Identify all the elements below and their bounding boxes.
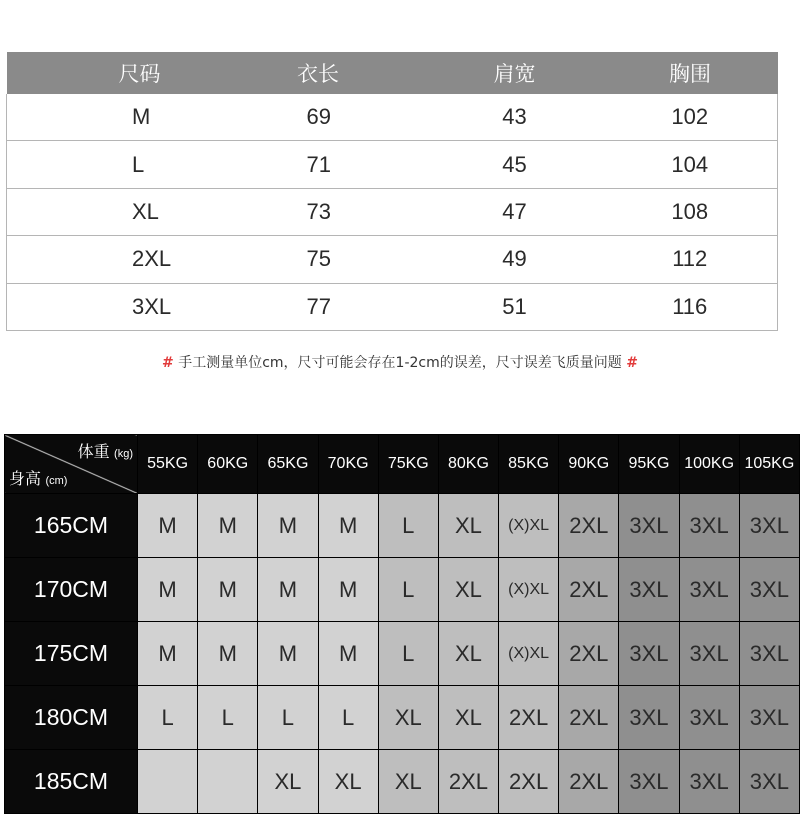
recommended-size-cell: L	[138, 686, 198, 750]
chest-cell: 116	[603, 283, 778, 330]
size-table-header-row	[7, 52, 778, 94]
size-cell: L	[7, 141, 272, 188]
height-row	[5, 686, 800, 750]
recommended-size-cell: XL	[258, 750, 318, 814]
recommended-size-cell: 3XL	[679, 494, 739, 558]
weight-column-header: 95KG	[619, 435, 679, 494]
recommended-size-cell: 3XL	[739, 622, 799, 686]
recommended-size-cell: 3XL	[619, 750, 679, 814]
hash-mark: #	[162, 355, 174, 371]
recommended-size-cell: 2XL	[559, 686, 619, 750]
height-row-header: 175CM	[5, 622, 138, 686]
recommended-size-cell: L	[378, 622, 438, 686]
recommended-size-cell: XL	[438, 558, 498, 622]
recommended-size-cell: 2XL	[499, 750, 559, 814]
weight-axis-label: 体重 (kg)	[77, 444, 133, 461]
recommended-size-cell: M	[258, 494, 318, 558]
size-cell: 3XL	[7, 283, 272, 330]
recommended-size-cell: XL	[378, 750, 438, 814]
recommended-size-cell: M	[318, 494, 378, 558]
height-row	[5, 494, 800, 558]
recommended-size-cell: (X)XL	[499, 494, 559, 558]
weight-column-header: 65KG	[258, 435, 318, 494]
chest-cell: 108	[603, 188, 778, 235]
recommended-size-cell: 3XL	[679, 686, 739, 750]
recommended-size-cell: L	[378, 558, 438, 622]
recommended-size-cell: (X)XL	[499, 622, 559, 686]
size-table-header: 胸围	[603, 52, 778, 94]
recommended-size-cell: M	[318, 622, 378, 686]
height-row-header: 170CM	[5, 558, 138, 622]
chest-cell: 104	[603, 141, 778, 188]
weight-column-header: 100KG	[679, 435, 739, 494]
recommended-size-cell: 3XL	[619, 622, 679, 686]
recommended-size-cell: M	[138, 494, 198, 558]
size-table-row	[7, 141, 778, 188]
recommended-size-cell: 3XL	[619, 494, 679, 558]
recommended-size-cell: 3XL	[679, 622, 739, 686]
weight-column-header: 70KG	[318, 435, 378, 494]
size-measurement-table	[6, 52, 778, 331]
height-row	[5, 622, 800, 686]
recommended-size-cell: M	[318, 558, 378, 622]
height-axis-label: 身高 (cm)	[9, 471, 68, 488]
weight-column-header: 55KG	[138, 435, 198, 494]
size-cell: 2XL	[7, 236, 272, 283]
recommended-size-cell: 3XL	[739, 686, 799, 750]
recommended-size-cell: XL	[378, 686, 438, 750]
recommended-size-cell: 2XL	[559, 494, 619, 558]
length-cell: 69	[272, 94, 427, 141]
recommended-size-cell: 2XL	[559, 558, 619, 622]
recommended-size-cell: 3XL	[739, 558, 799, 622]
recommended-size-cell: 2XL	[438, 750, 498, 814]
recommended-size-cell: XL	[438, 494, 498, 558]
recommended-size-cell: XL	[318, 750, 378, 814]
shoulder-cell: 47	[427, 188, 603, 235]
chest-cell: 102	[603, 94, 778, 141]
recommended-size-cell: XL	[438, 686, 498, 750]
shoulder-cell: 49	[427, 236, 603, 283]
recommended-size-cell: 3XL	[619, 686, 679, 750]
length-cell: 75	[272, 236, 427, 283]
size-table-row	[7, 283, 778, 330]
corner-header	[5, 435, 138, 494]
height-row	[5, 750, 800, 814]
length-cell: 73	[272, 188, 427, 235]
weight-column-header: 85KG	[499, 435, 559, 494]
length-cell: 77	[272, 283, 427, 330]
recommended-size-cell: 2XL	[499, 686, 559, 750]
shoulder-cell: 43	[427, 94, 603, 141]
recommended-size-cell: 2XL	[559, 622, 619, 686]
height-row-header: 165CM	[5, 494, 138, 558]
weight-column-header: 60KG	[198, 435, 258, 494]
recommended-size-cell: L	[378, 494, 438, 558]
hash-mark: #	[626, 355, 638, 371]
length-cell: 71	[272, 141, 427, 188]
recommended-size-cell: M	[198, 622, 258, 686]
recommended-size-cell	[198, 750, 258, 814]
weight-column-header: 90KG	[559, 435, 619, 494]
size-table-header: 衣长	[272, 52, 427, 94]
recommended-size-cell: M	[198, 494, 258, 558]
recommended-size-cell: L	[198, 686, 258, 750]
recommended-size-cell: 2XL	[559, 750, 619, 814]
note-text: 手工测量单位cm，尺寸可能会存在1-2cm的误差，尺寸误差飞质量问题	[178, 355, 622, 371]
chest-cell: 112	[603, 236, 778, 283]
recommended-size-cell: 3XL	[619, 558, 679, 622]
recommended-size-cell: XL	[438, 622, 498, 686]
height-row-header: 180CM	[5, 686, 138, 750]
height-row-header: 185CM	[5, 750, 138, 814]
shoulder-cell: 51	[427, 283, 603, 330]
height-row	[5, 558, 800, 622]
size-table-row	[7, 236, 778, 283]
weight-header-row	[5, 435, 800, 494]
recommended-size-cell: 3XL	[679, 750, 739, 814]
shoulder-cell: 45	[427, 141, 603, 188]
weight-column-header: 75KG	[378, 435, 438, 494]
recommended-size-cell: M	[138, 558, 198, 622]
recommended-size-cell: L	[318, 686, 378, 750]
recommended-size-cell	[138, 750, 198, 814]
weight-column-header: 80KG	[438, 435, 498, 494]
size-cell: M	[7, 94, 272, 141]
recommended-size-cell: 3XL	[739, 494, 799, 558]
recommended-size-cell: 3XL	[679, 558, 739, 622]
recommended-size-cell: M	[258, 558, 318, 622]
size-table-header: 肩宽	[427, 52, 603, 94]
recommended-size-cell: M	[198, 558, 258, 622]
recommended-size-cell: M	[258, 622, 318, 686]
height-weight-size-chart	[4, 434, 800, 814]
size-table-row	[7, 188, 778, 235]
recommended-size-cell: 3XL	[739, 750, 799, 814]
recommended-size-cell: (X)XL	[499, 558, 559, 622]
size-cell: XL	[7, 188, 272, 235]
recommended-size-cell: L	[258, 686, 318, 750]
size-table-header: 尺码	[7, 52, 272, 94]
size-table-row	[7, 94, 778, 141]
weight-column-header: 105KG	[739, 435, 799, 494]
recommended-size-cell: M	[138, 622, 198, 686]
measurement-note	[0, 352, 800, 372]
